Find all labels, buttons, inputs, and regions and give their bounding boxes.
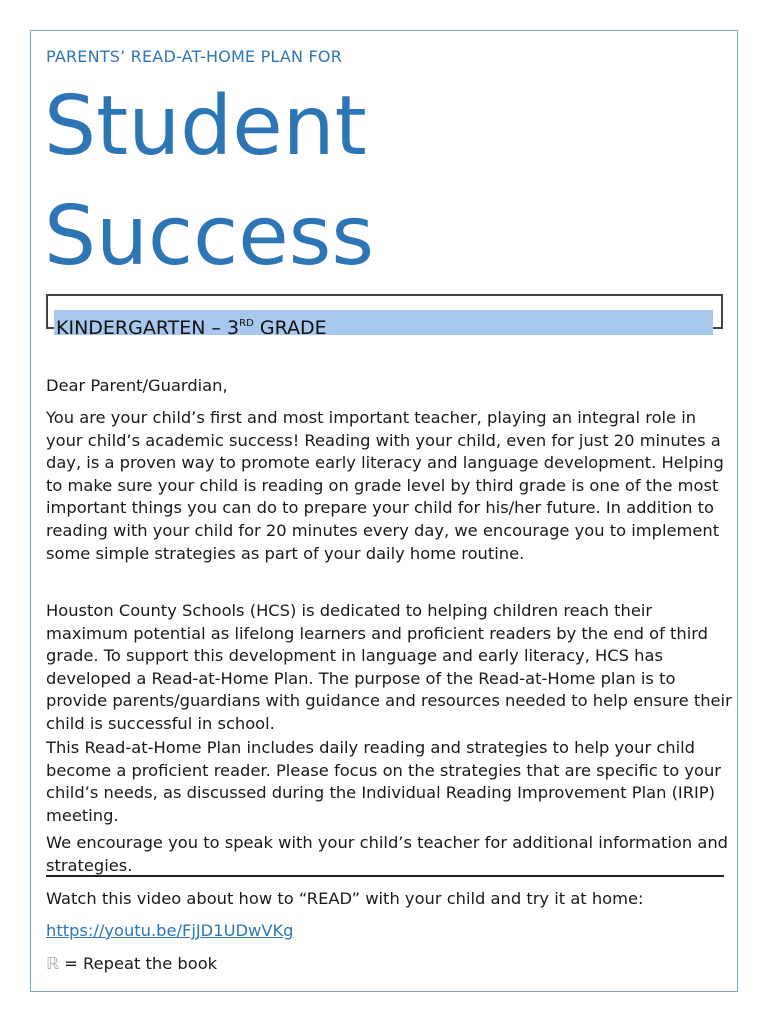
grade-superscript: RD [239,318,254,329]
read-step-repeat [46,953,217,975]
grade-suffix: GRADE [253,317,327,339]
paragraph-hcs: Houston County Schools (HCS) is dedicated to helping children reach their maximum potential as lifelong learners and proficient readers by the end of third grade. To support this development in language and early literacy, HCS has developed a Read-at-Home Plan. The purpose of the Read-at-Home plan is to provide parents/guardians with guidance and resources needed to help ensure their child is successful in school. [46,601,732,733]
section-divider [46,875,724,877]
title-line-1: Student [44,79,367,174]
grade-prefix: KINDERGARTEN – 3 [56,317,240,339]
title-line-2: Success [44,189,375,284]
grade-banner [54,310,713,339]
plan-eyebrow: PARENTS’ READ-AT-HOME PLAN FOR [46,47,343,66]
video-link[interactable]: https://youtu.be/FjJD1UDwVKg [46,921,294,940]
page-title [44,72,374,292]
salutation: Dear Parent/Guardian, [46,376,228,395]
letter-r-icon: ℝ [46,954,60,973]
paragraph-plan: This Read-at-Home Plan includes daily reading and strategies to help your child become a proficient reader. Please focus on the strategies that are specific to your child’s needs, as discussed during the Individual Reading Improvement Plan (IRIP) meeting. [46,738,721,825]
paragraph-intro: You are your child’s first and most important teacher, playing an integral role in your child’s academic success! Reading with your child, even for just 20 minutes a day, is a proven way to promote early literacy and language development. Helping to make sure your child is reading on grade level by third grade is one of the most important things you can do to prepare your child for his/her future. In addition to reading with your child for 20 minutes every day, we encourage you to implement some simple strategies as part of your daily home routine. [46,408,724,563]
read-step-text: = Repeat the book [59,954,218,973]
video-intro: Watch this video about how to “READ” with your child and try it at home: [46,889,644,908]
paragraph-teacher: We encourage you to speak with your child’s teacher for additional information and strategies. [46,833,729,875]
